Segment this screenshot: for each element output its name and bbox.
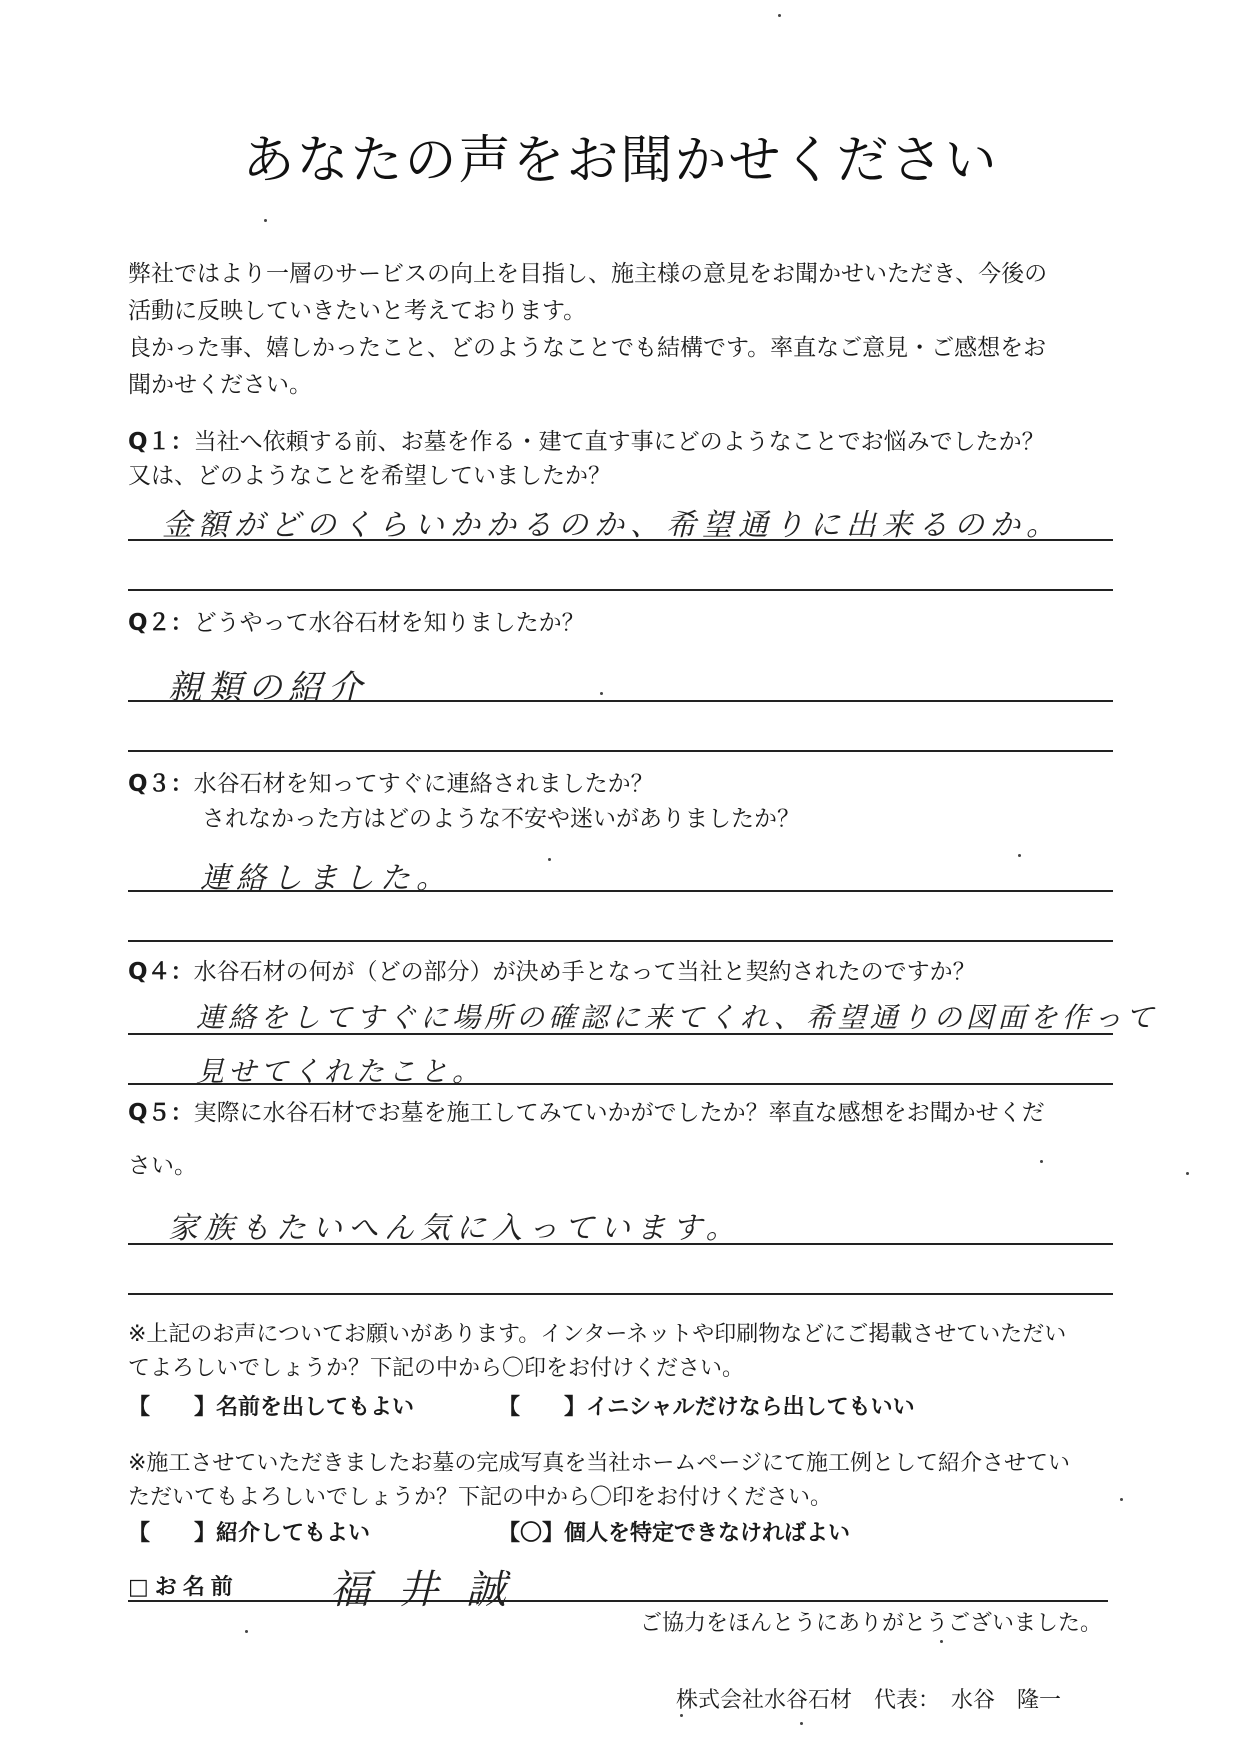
question-5	[128, 1096, 1045, 1130]
notice-publish-line-2: てよろしいでしょうか？下記の中から〇印をお付けください。	[128, 1356, 745, 1381]
question-label: Q１：	[128, 429, 194, 455]
scan-speck	[1186, 1172, 1189, 1175]
question-text: 水谷石材を知ってすぐに連絡されましたか？	[193, 771, 654, 797]
answer-5: 家族もたいへん気に入っています。	[168, 1211, 742, 1246]
answer-line	[128, 539, 1113, 541]
company-signature: 株式会社水谷石材 代表： 水谷 隆一	[676, 1688, 1062, 1713]
answer-line	[128, 1293, 1113, 1295]
answer-line	[128, 1033, 1113, 1035]
answer-1: 金額がどのくらいかかるのか、希望通りに出来るのか。	[162, 508, 1062, 543]
answer-line	[128, 1083, 1113, 1085]
scan-speck	[680, 1714, 683, 1717]
option-initials-only[interactable]: 【 】イニシャルだけなら出してもいい	[498, 1395, 915, 1420]
page-title: あなたの声をお聞かせください	[242, 131, 999, 191]
question-2	[128, 606, 585, 640]
intro-paragraph	[128, 256, 1118, 404]
question-text: 水谷石材の何が（どの部分）が決め手となって当社と契約されたのですか？	[193, 959, 976, 985]
answer-2: 親類の紹介	[168, 668, 368, 708]
answer-line	[128, 890, 1113, 892]
scan-speck	[1040, 1160, 1043, 1163]
option-show-name[interactable]: 【 】名前を出してもよい	[128, 1395, 415, 1420]
intro-line: 活動に反映していきたいと考えております。	[128, 298, 587, 324]
answer-4-line-2: 見せてくれたこと。	[196, 1055, 485, 1088]
question-text: どうやって水谷石材を知りましたか？	[193, 610, 585, 636]
scan-speck	[600, 692, 603, 695]
scan-speck	[778, 14, 781, 17]
question-label: Q３：	[128, 771, 194, 797]
answer-line	[128, 750, 1113, 752]
question-label: Q５：	[128, 1100, 194, 1126]
scan-speck	[1018, 854, 1021, 857]
answer-3: 連絡しました。	[200, 861, 452, 896]
scan-speck	[940, 1640, 943, 1643]
answer-line	[128, 940, 1113, 942]
question-5-line-2: さい。	[128, 1153, 197, 1179]
option-introduce-ok[interactable]: 【 】紹介してもよい	[128, 1521, 371, 1546]
scan-speck	[1120, 1498, 1123, 1501]
question-3	[128, 767, 654, 801]
question-1-line-2: 又は、どのようなことを希望していましたか？	[128, 463, 611, 489]
question-3-line-2: されなかった方はどのような不安や迷いがありましたか？	[202, 806, 800, 832]
question-label: Q２：	[128, 610, 194, 636]
scan-speck	[245, 1630, 248, 1633]
question-4	[128, 955, 976, 989]
thanks-text: ご協力をほんとうにありがとうございました。	[640, 1611, 1103, 1636]
intro-line: 聞かせください。	[128, 372, 312, 398]
question-text: 実際に水谷石材でお墓を施工してみていかがでしたか？率直な感想をお聞かせくだ	[193, 1100, 1045, 1126]
answer-line	[128, 1243, 1113, 1245]
scan-speck	[800, 1722, 803, 1725]
scan-speck	[548, 858, 551, 861]
name-label: □お名前	[128, 1575, 239, 1600]
option-anonymous-ok[interactable]: 【〇】個人を特定できなければよい	[498, 1521, 851, 1546]
question-label: Q４：	[128, 959, 194, 985]
answer-line	[128, 589, 1113, 591]
notice-publish-line-1: ※上記のお声についてお願いがあります。インターネットや印刷物などにご掲載させていただい	[128, 1322, 1067, 1347]
question-text: 当社へ依頼する前、お墓を作る・建て直す事にどのようなことでお悩みでしたか？	[193, 429, 1045, 455]
notice-photo-line-1: ※施工させていただきましたお墓の完成写真を当社ホームページにて施工例として紹介させてい	[128, 1451, 1070, 1476]
name-value: 福井誠	[330, 1567, 534, 1613]
answer-line	[128, 700, 1113, 702]
scan-speck	[264, 219, 267, 222]
answer-4: 連絡をしてすぐに場所の確認に来てくれ、希望通りの図面を作って	[196, 1001, 1158, 1034]
question-1	[128, 425, 1045, 459]
notice-photo-line-2: ただいてもよろしいでしょうか？下記の中から〇印をお付けください。	[128, 1485, 833, 1510]
intro-line: 弊社ではより一層のサービスの向上を目指し、施主様の意見をお聞かせいただき、今後の	[128, 261, 1048, 287]
name-line	[128, 1600, 1108, 1602]
intro-line: 良かった事、嬉しかったこと、どのようなことでも結構です。率直なご意見・ご感想をお	[128, 335, 1047, 361]
